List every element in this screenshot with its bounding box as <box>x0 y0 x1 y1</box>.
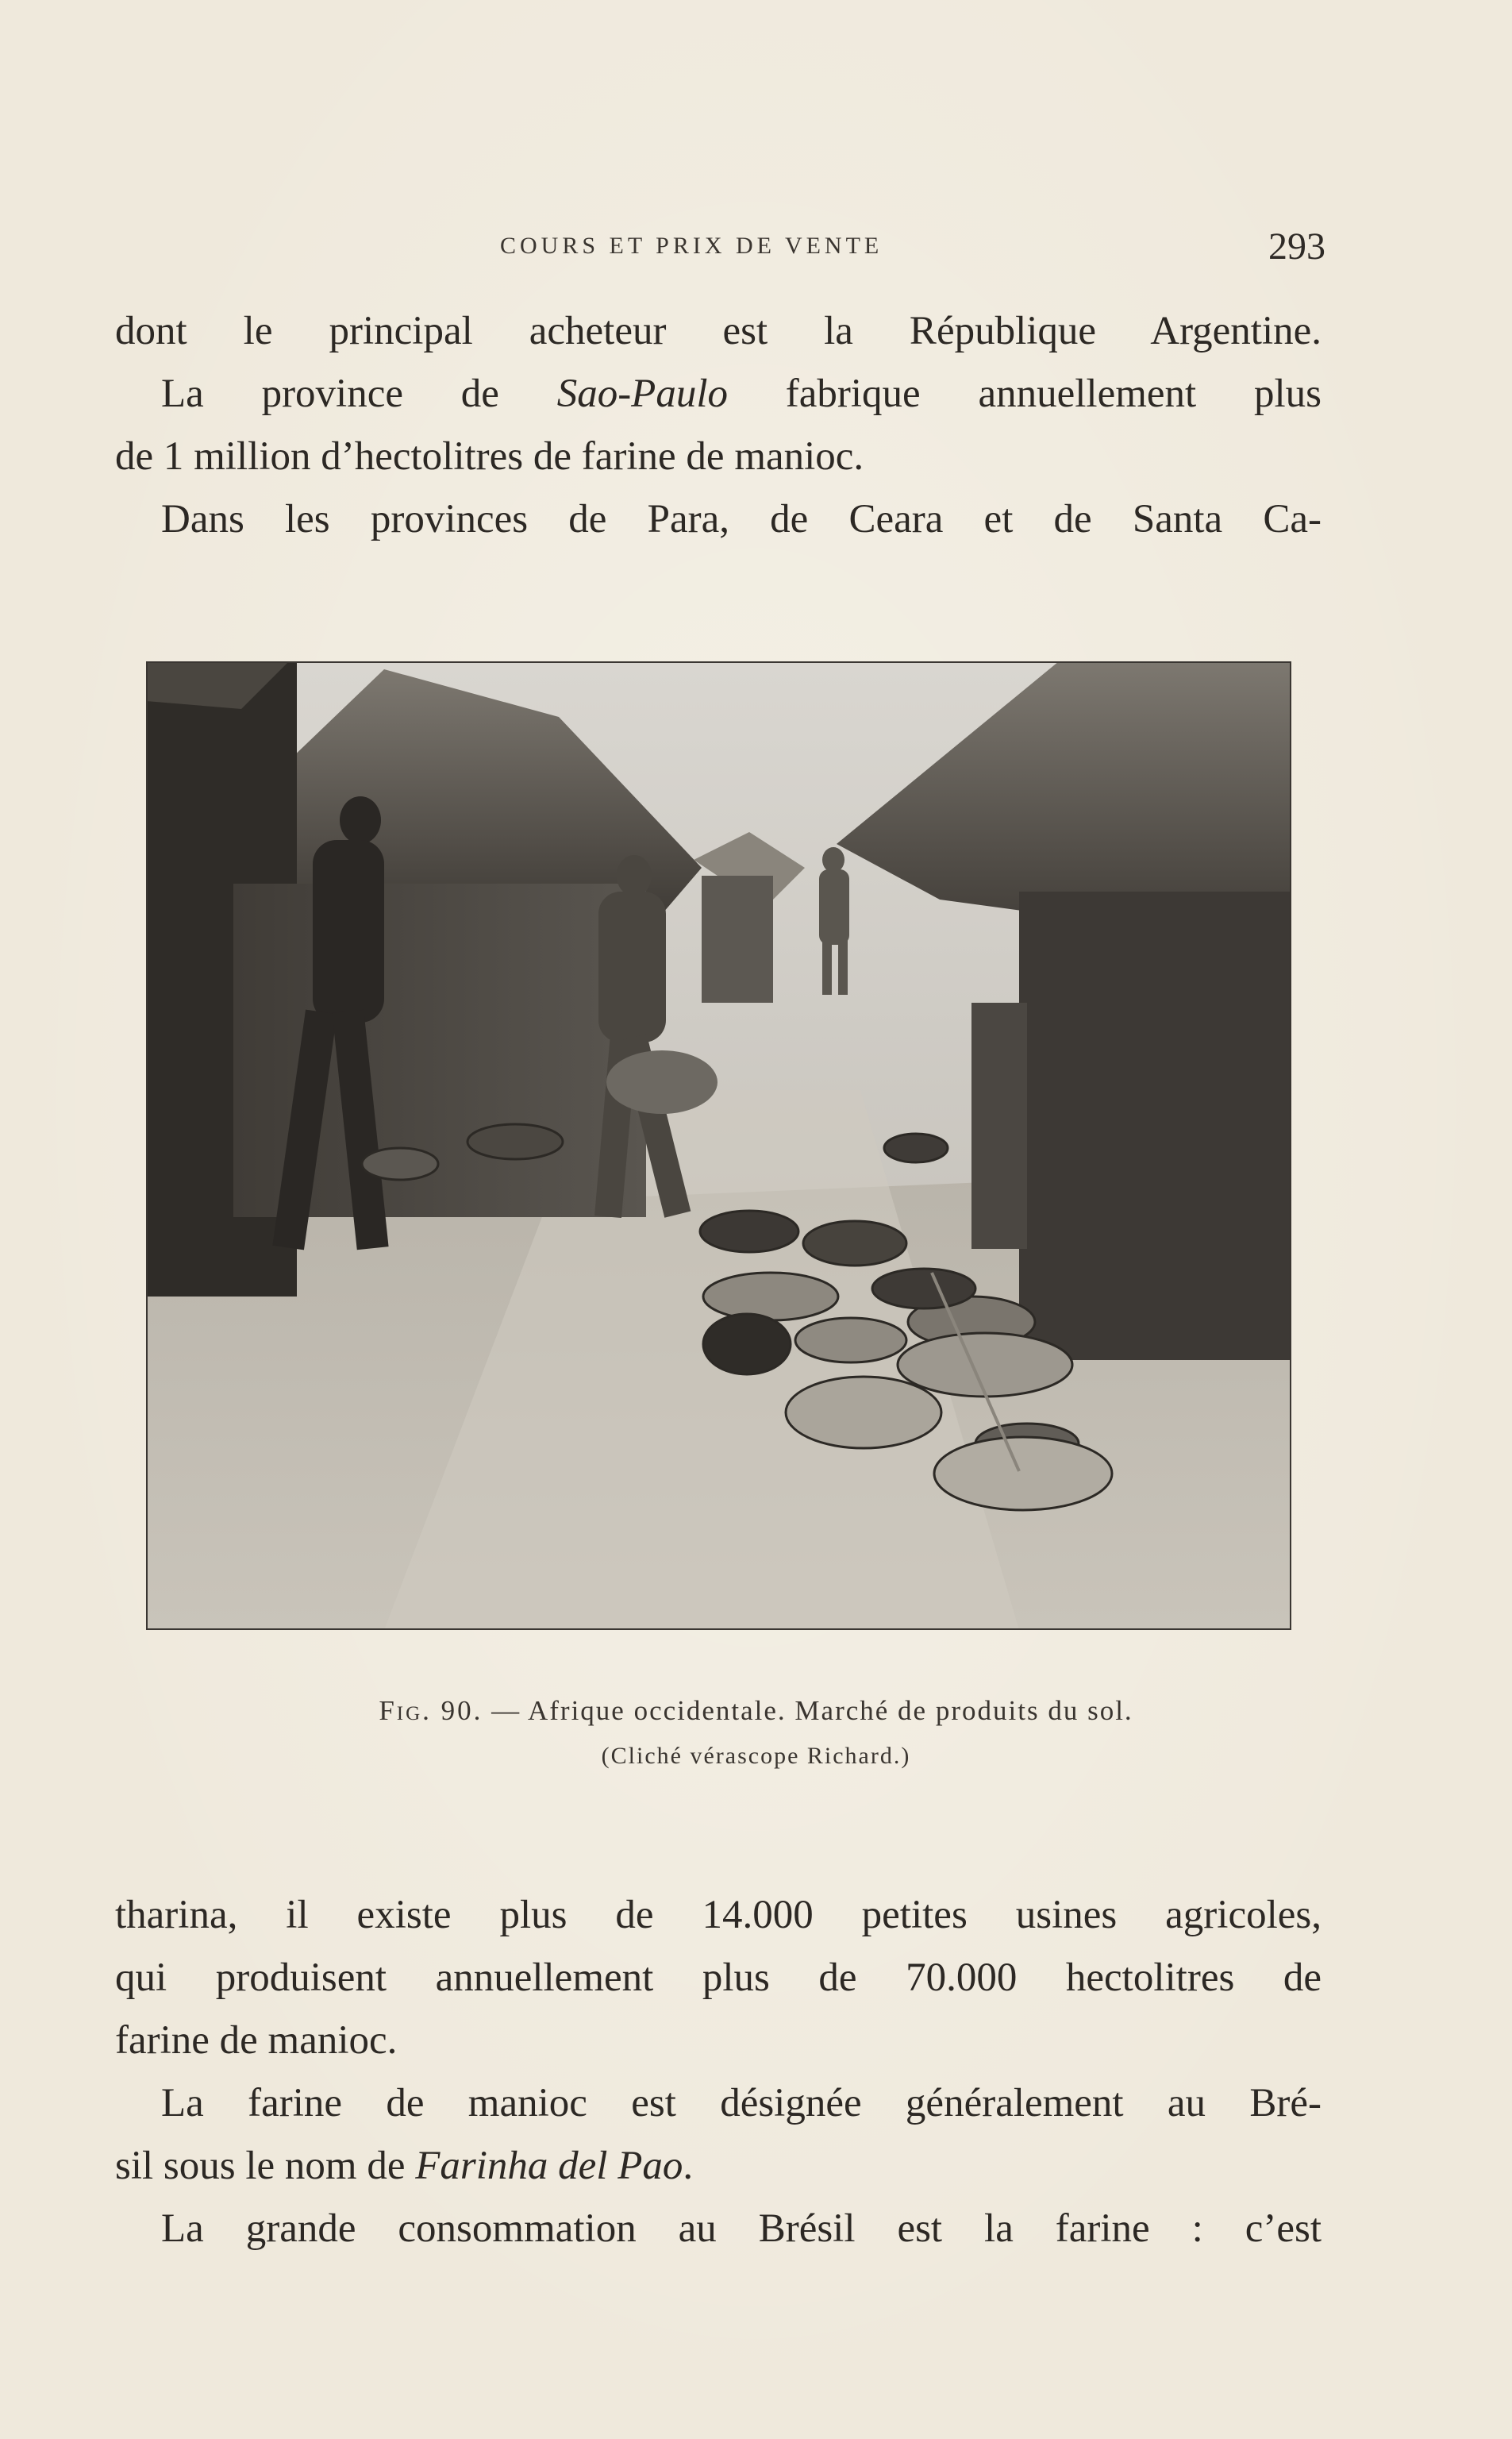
text-line: tharina, il existe plus de 14.000 petites usines agricoles, <box>115 1893 1322 1937</box>
figure-label: Fig. 90. <box>379 1695 483 1726</box>
italic-term: Farinha del Pao <box>415 2144 683 2188</box>
page-number: 293 <box>1268 225 1325 268</box>
text-line: dont le principal acheteur est la République Argentine. <box>115 309 1322 353</box>
text-fragment: Dans les provinces de Para, de Ceara et de Santa Ca- <box>161 497 1322 541</box>
market-photo-illustration <box>146 661 1291 1630</box>
text-fragment: fabrique annuellement plus <box>728 372 1322 416</box>
running-head <box>119 225 1325 272</box>
figure-caption <box>0 1695 1512 1727</box>
text-fragment: La province de <box>161 372 557 416</box>
text-line <box>115 2198 1322 2260</box>
text-fragment: La grande consommation au Brésil est la farine : c’est <box>161 2206 1322 2251</box>
text-line <box>115 488 1322 551</box>
text-line <box>115 2135 1322 2198</box>
text-line <box>115 363 1322 426</box>
figure-caption-text: — Afrique occidentale. Marché de produits du sol. <box>483 1695 1133 1726</box>
text-line: de 1 million d’hectolitres de farine de manioc. <box>115 434 864 479</box>
text-line <box>115 2072 1322 2135</box>
figure-credit: (Cliché vérascope Richard.) <box>601 1743 911 1769</box>
text-fragment: La farine de manioc est désignée généralement au Bré- <box>161 2081 1322 2125</box>
italic-place-name: Sao-Paulo <box>556 372 728 416</box>
text-line: qui produisent annuellement plus de 70.000 hectolitres de <box>115 1955 1322 2000</box>
text-line: farine de manioc. <box>115 2018 398 2063</box>
text-fragment: sil sous le nom de <box>115 2144 416 2188</box>
figure-photograph <box>146 661 1291 1630</box>
text-fragment: . <box>683 2144 694 2188</box>
running-title: COURS ET PRIX DE VENTE <box>500 233 883 259</box>
